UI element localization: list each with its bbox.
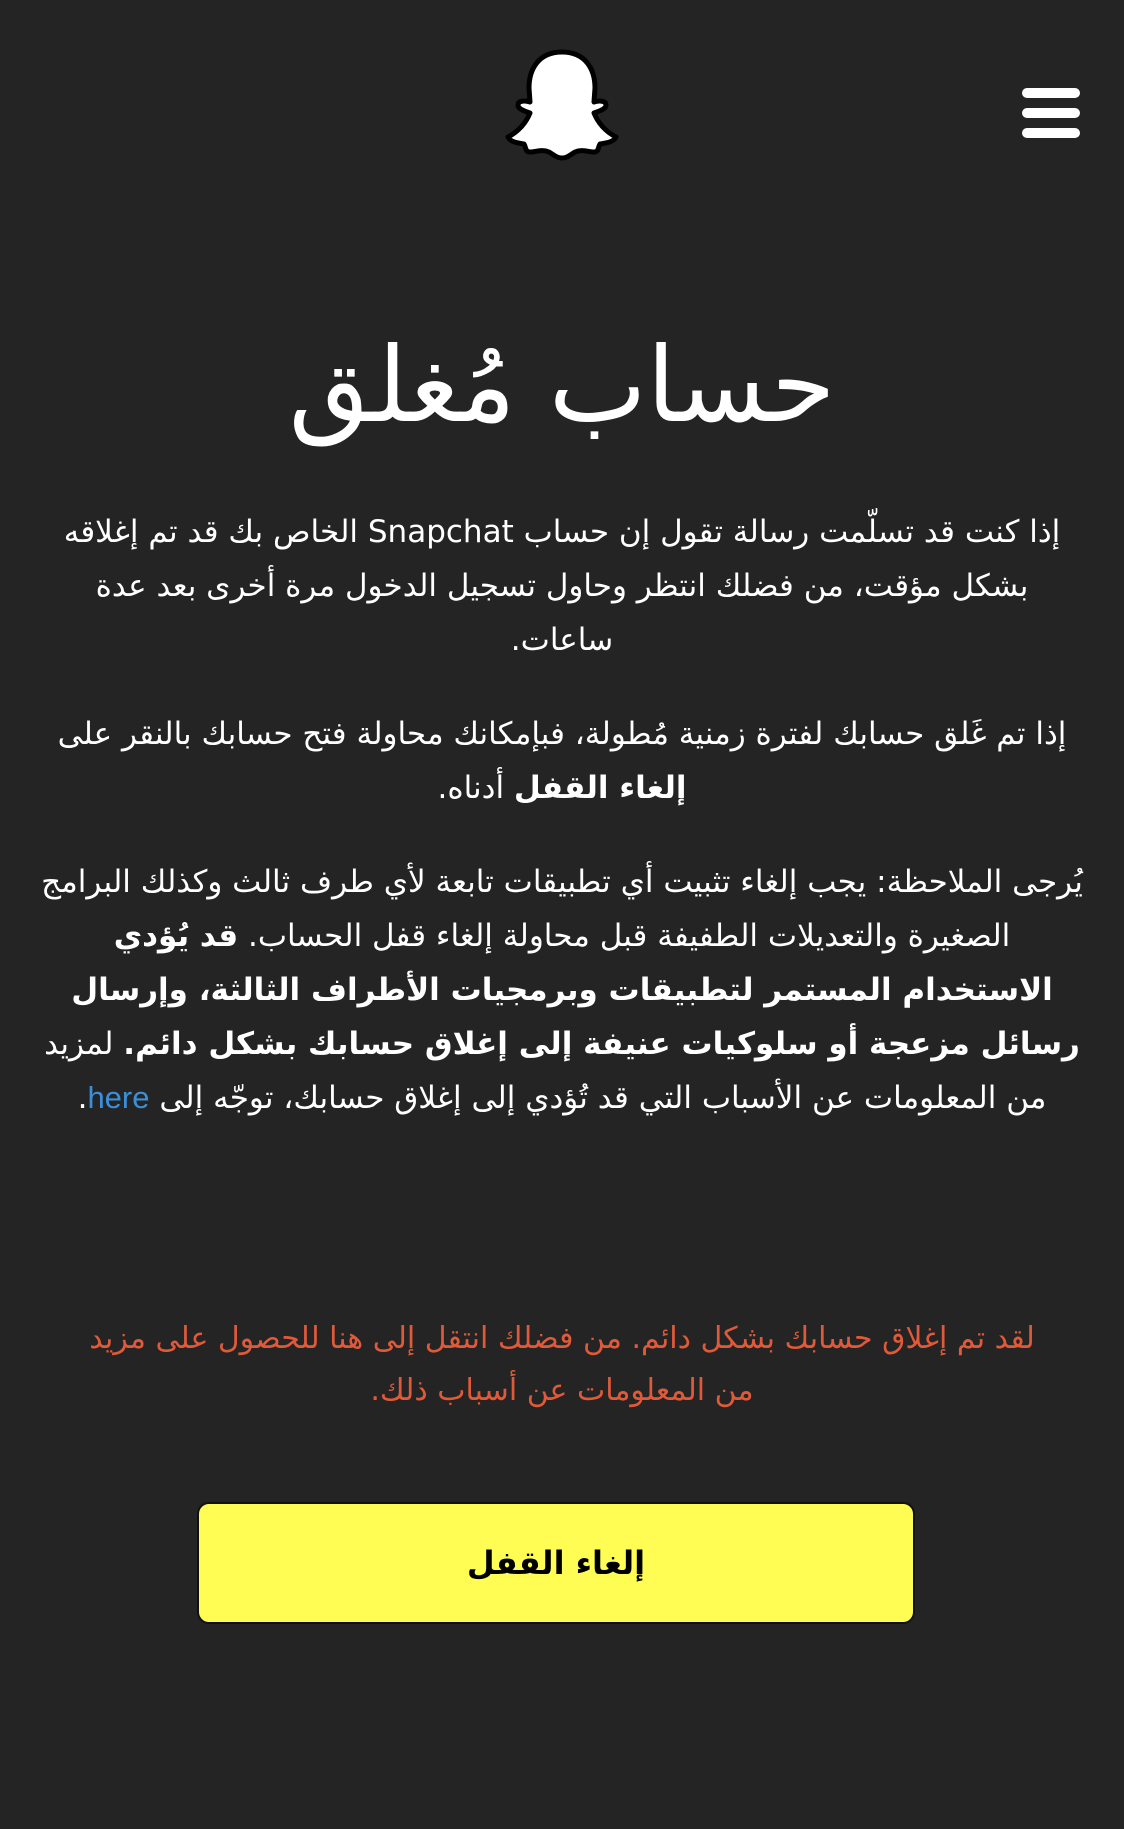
hamburger-menu-icon[interactable] <box>1018 84 1084 142</box>
p3-text-before: يُرجى الملاحظة: يجب إلغاء تثبيت أي تطبيقات تابعة لأي طرف ثالث وكذلك البرامج الصغيرة والتعديلات الطفيفة قبل محاولة إلغاء قفل الحساب. <box>41 864 1083 954</box>
info-paragraph-note <box>40 855 1084 1125</box>
p3-warning-bold: قد يُؤدي الاستخدام المستمر لتطبيقات وبرمجيات الأطراف الثالثة، وإرسال رسائل مزعجة أو سلوكيات عنيفة إلى إغلاق حسابك بشكل دائم. <box>71 918 1080 1062</box>
p2-text-before: إذا تم غَلق حسابك لفترة زمنية مُطولة، فبإمكانك محاولة فتح حسابك بالنقر على <box>57 716 1067 752</box>
snapchat-ghost-icon[interactable] <box>504 48 620 162</box>
info-paragraph-unlock <box>40 707 1084 815</box>
menu-bar <box>1022 128 1080 138</box>
menu-bar <box>1022 108 1080 118</box>
p3-text-after: لمزيد من المعلومات عن الأسباب التي قد تُؤدي إلى إغلاق حسابك، توجّه إلى <box>44 1026 1047 1116</box>
unlock-button[interactable]: إلغاء القفل <box>197 1502 915 1624</box>
menu-bar <box>1022 88 1080 98</box>
error-message: لقد تم إغلاق حسابك بشكل دائم. من فضلك انتقل إلى هنا للحصول على مزيد من المعلومات عن أسباب ذلك. <box>89 1321 1035 1408</box>
p2-text-after: أدناه. <box>437 770 514 806</box>
info-content <box>40 505 1084 1125</box>
info-paragraph-temporary: إذا كنت قد تسلّمت رسالة تقول إن حساب Snapchat الخاص بك قد تم إغلاقه بشكل مؤقت، من فضلك انتظر وحاول تسجيل الدخول مرة أخرى بعد عدة ساعات. <box>63 514 1061 658</box>
p3-text-end: . <box>77 1080 88 1116</box>
p2-unlock-bold: إلغاء القفل <box>513 770 687 806</box>
here-link[interactable]: here <box>87 1080 150 1115</box>
header <box>0 0 1124 180</box>
page-title: حساب مُغلق <box>288 324 836 446</box>
